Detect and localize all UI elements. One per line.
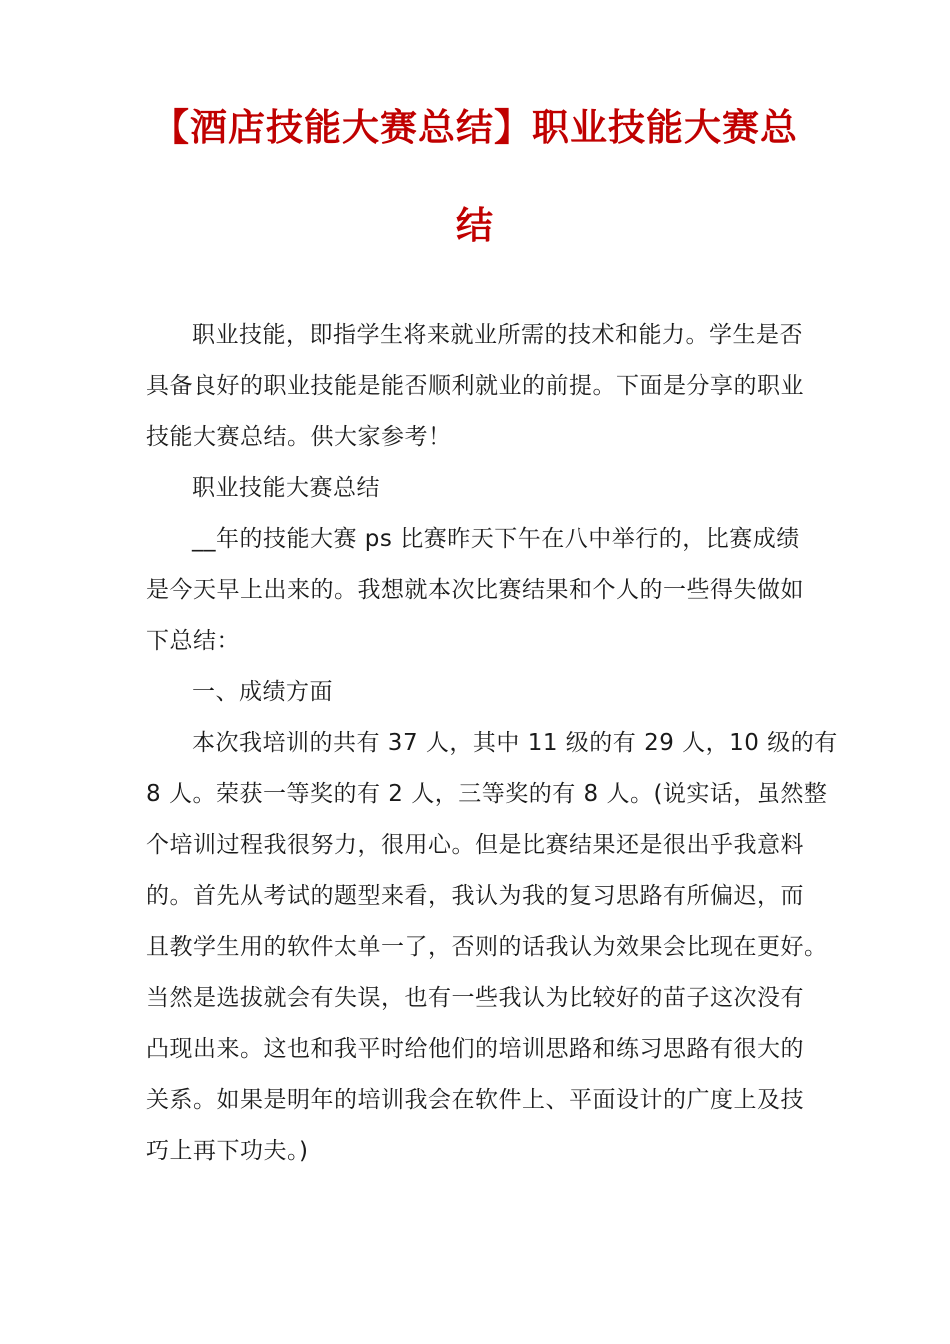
results-heading-paragraph <box>146 667 818 718</box>
section-heading: 职业技能大赛总结 <box>192 475 380 501</box>
paragraph-line: 当然是选拔就会有失误，也有一些我认为比较好的苗子这次没有 <box>146 985 804 1011</box>
section-heading: 一、成绩方面 <box>192 679 333 705</box>
paragraph-line: 具备良好的职业技能是能否顺利就业的前提。下面是分享的职业 <box>146 373 804 399</box>
section-heading-paragraph <box>146 463 818 514</box>
results-paragraph <box>146 718 838 1177</box>
paragraph-line: 下总结： <box>146 628 240 654</box>
competition-paragraph <box>146 514 818 667</box>
paragraph-line: 技能大赛总结。供大家参考！ <box>146 424 452 450</box>
paragraph-line: 且教学生用的软件太单一了，否则的话我认为效果会比现在更好。 <box>146 934 828 960</box>
paragraph-line: 8 人。荣获一等奖的有 2 人，三等奖的有 8 人。(说实话，虽然整 <box>146 781 828 807</box>
intro-paragraph <box>146 310 818 463</box>
paragraph-line: 关系。如果是明年的培训我会在软件上、平面设计的广度上及技 <box>146 1087 804 1113</box>
paragraph-line: 本次我培训的共有 37 人，其中 11 级的有 29 人，10 级的有 <box>192 730 838 756</box>
paragraph-line: 的。首先从考试的题型来看，我认为我的复习思路有所偏迟，而 <box>146 883 804 909</box>
document-title-line-1: 【酒店技能大赛总结】职业技能大赛总 <box>152 106 798 149</box>
paragraph-line: __年的技能大赛 ps 比赛昨天下午在八中举行的，比赛成绩 <box>192 526 800 552</box>
paragraph-line: 个培训过程我很努力，很用心。但是比赛结果还是很出乎我意料 <box>146 832 804 858</box>
document-title-line-2: 结 <box>456 204 494 247</box>
paragraph-line: 是今天早上出来的。我想就本次比赛结果和个人的一些得失做如 <box>146 577 804 603</box>
paragraph-line: 职业技能，即指学生将来就业所需的技术和能力。学生是否 <box>192 322 803 348</box>
paragraph-line: 巧上再下功夫。) <box>146 1138 309 1164</box>
paragraph-line: 凸现出来。这也和我平时给他们的培训思路和练习思路有很大的 <box>146 1036 804 1062</box>
